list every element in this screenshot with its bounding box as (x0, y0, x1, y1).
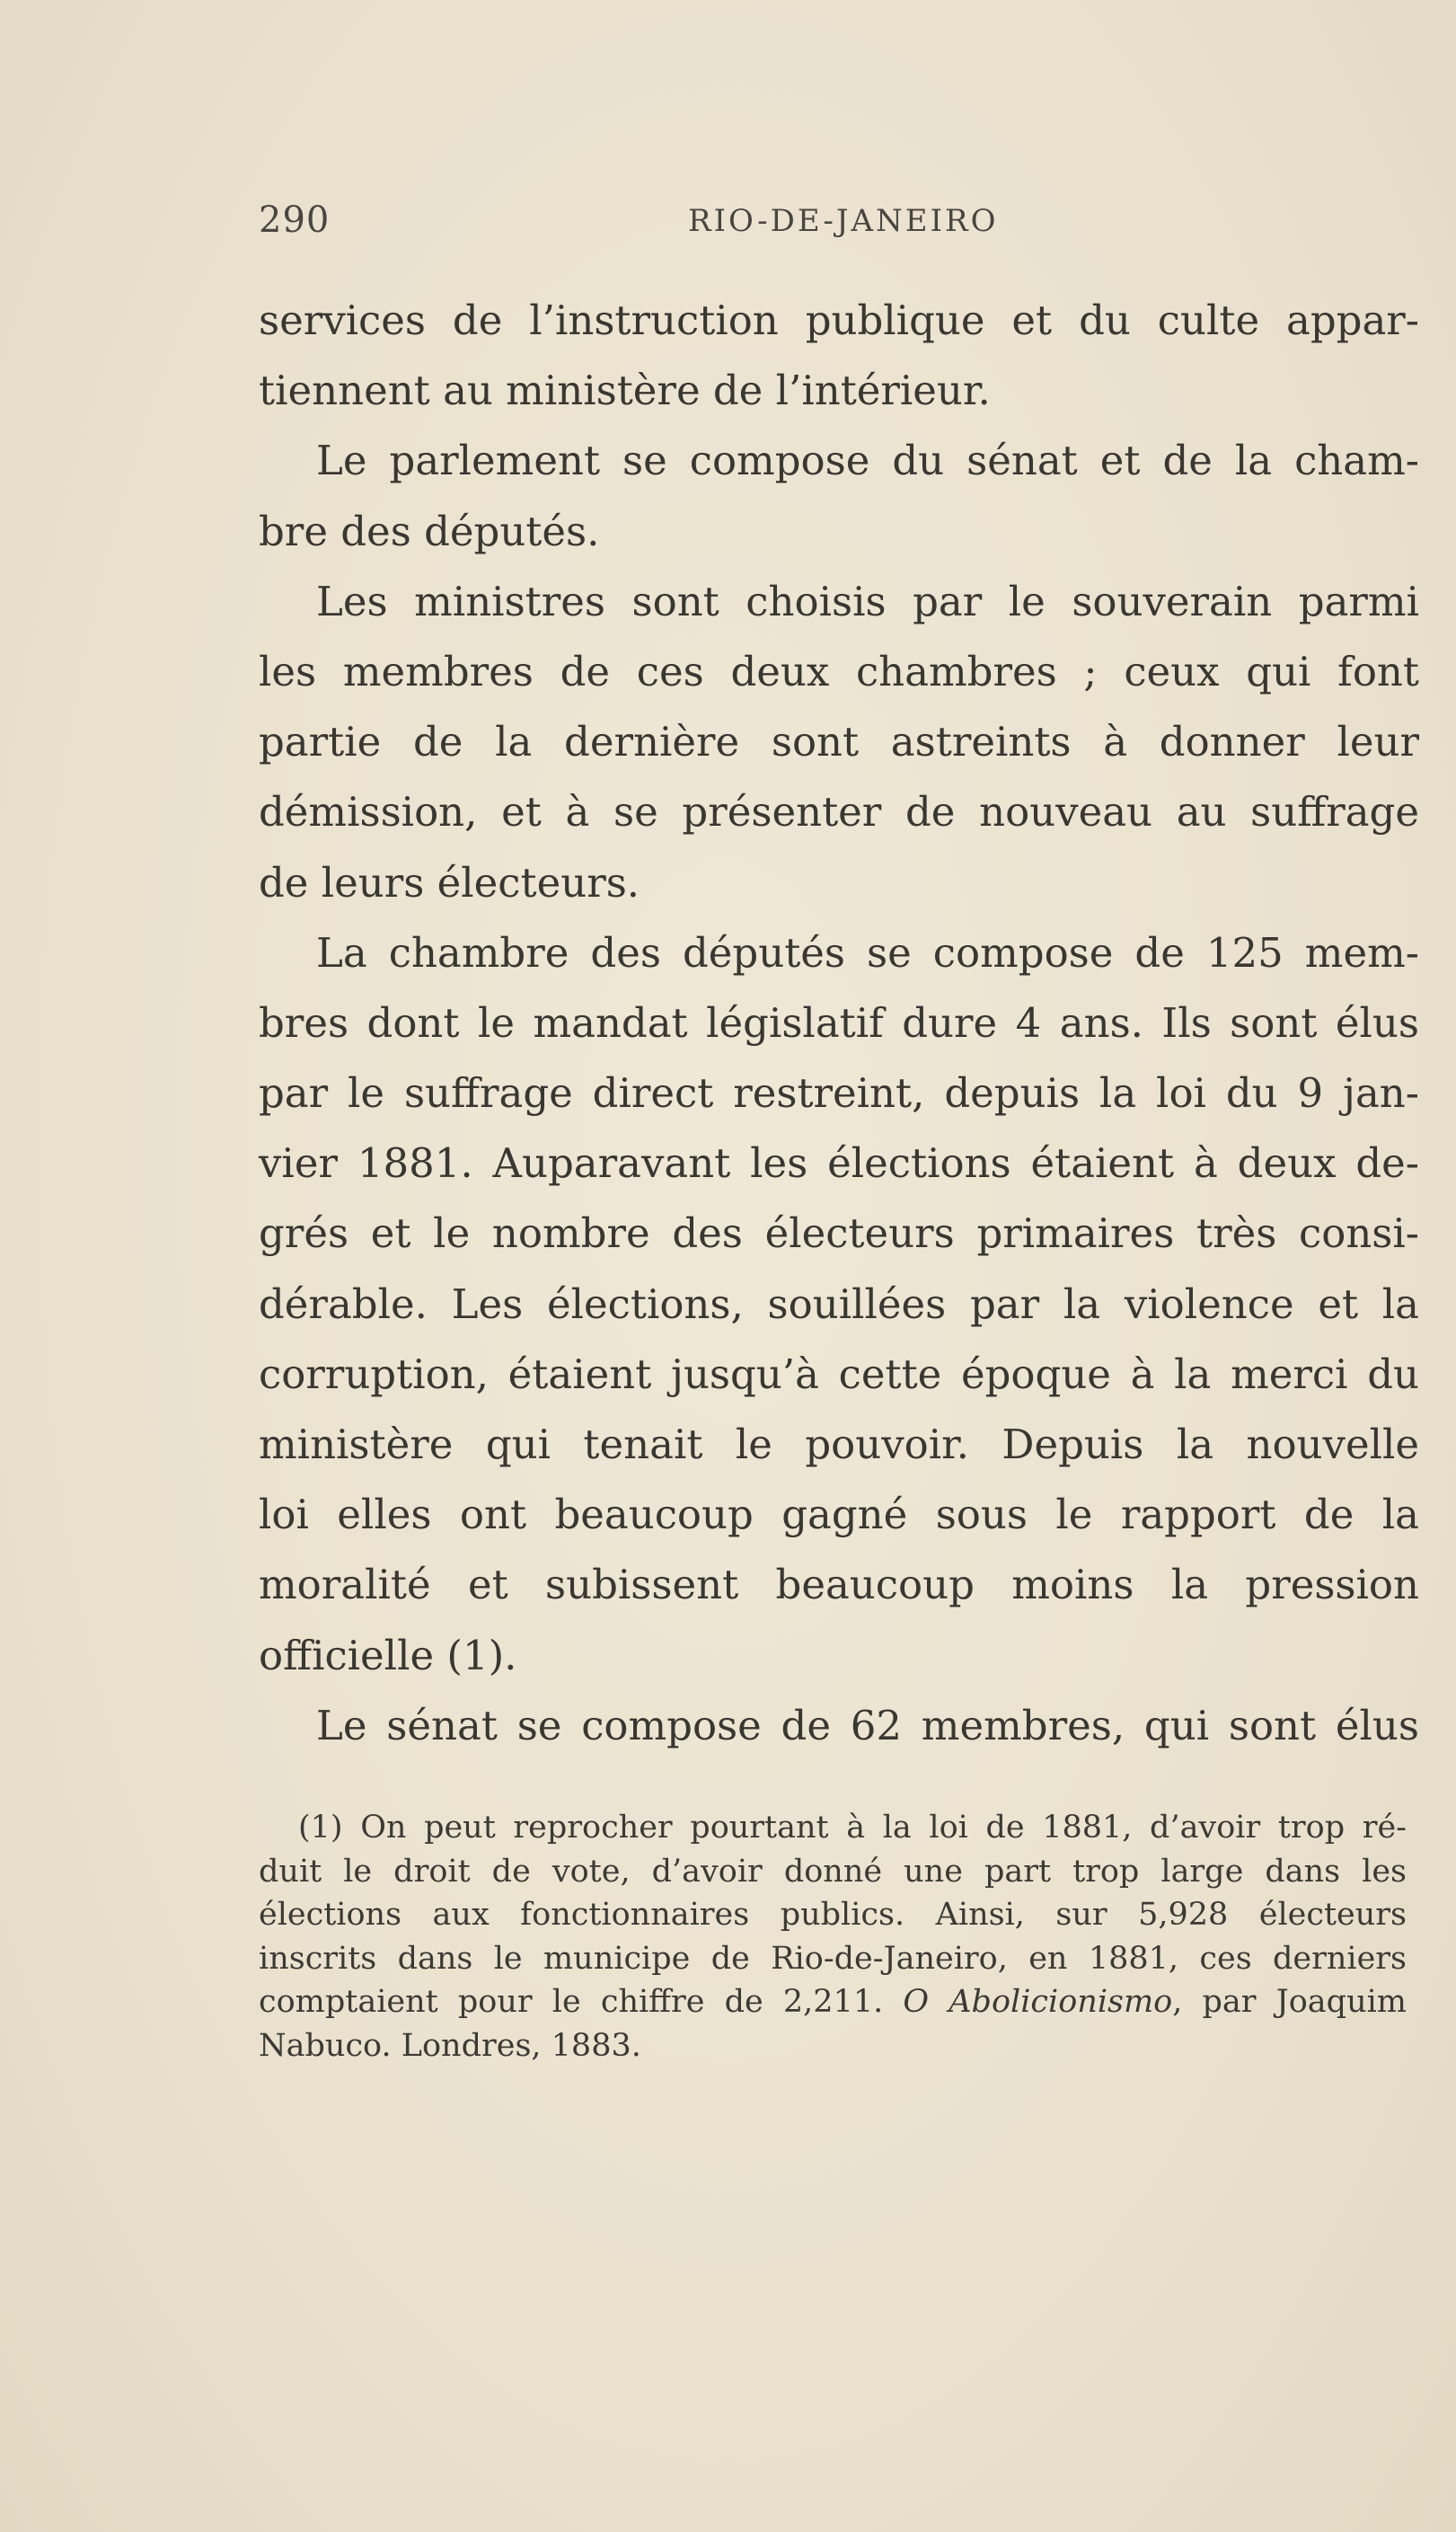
text-line: bres dont le mandat législatif dure 4 ans. Ils sont élus (259, 998, 1419, 1047)
footnote-citation-title: O Abolicionismo (903, 1984, 1173, 2021)
text-line: tiennent au ministère de l’intérieur. (259, 367, 991, 415)
text-line: partie de la dernière sont astreints à donner leur (259, 718, 1419, 766)
text-line: par le suffrage direct restreint, depuis la loi du 9 jan- (259, 1069, 1419, 1118)
text-line: les membres de ces deux chambres ; ceux qui font (259, 647, 1419, 695)
page-header (259, 199, 1408, 253)
text-line: dérable. Les élections, souillées par la violence et la (259, 1279, 1419, 1328)
footnote-line: élections aux fonctionnaires publics. Ainsi, sur 5,928 électeurs (259, 1897, 1407, 1934)
text-line: officielle (1). (259, 1631, 517, 1679)
footnote (259, 1806, 1407, 2068)
text-line: vier 1881. Auparavant les élections étaient à deux de- (259, 1139, 1419, 1188)
page-number: 290 (259, 199, 331, 241)
text-line: Les ministres sont choisis par le souverain parmi (316, 577, 1419, 625)
text-line: La chambre des députés se compose de 125 mem- (316, 928, 1419, 977)
text-line: moralité et subissent beaucoup moins la pression (259, 1561, 1419, 1609)
text-line: corruption, étaient jusqu’à cette époque à la merci du (259, 1350, 1419, 1398)
text-line: démission, et à se présenter de nouveau au suffrage (259, 788, 1419, 837)
footnote-line: inscrits dans le municipe de Rio-de-Janeiro, en 1881, ces derniers (259, 1940, 1407, 1977)
text-line: de leurs électeurs. (259, 858, 640, 907)
text-line: services de l’instruction publique et du culte appar- (259, 297, 1419, 344)
text-line: ministère qui tenait le pouvoir. Depuis la nouvelle (259, 1421, 1419, 1468)
footnote-line: Nabuco. Londres, 1883. (259, 2027, 641, 2064)
footnote-line: duit le droit de vote, d’avoir donné une part trop large dans les (259, 1853, 1407, 1890)
footnote-text: comptaient pour le chiffre de 2,211. (259, 1984, 884, 2021)
running-head: RIO-DE-JANEIRO (688, 203, 999, 239)
text-line: loi elles ont beaucoup gagné sous le rapport de la (259, 1491, 1419, 1539)
footnote-line (259, 1980, 1407, 2024)
body-text (259, 286, 1419, 1761)
footnote-line: (1) On peut reprocher pourtant à la loi de 1881, d’avoir trop ré- (298, 1810, 1407, 1846)
text-line: Le parlement se compose du sénat et de la cham- (316, 437, 1419, 485)
text-line: grés et le nombre des électeurs primaires très consi- (259, 1209, 1419, 1258)
text-line: bre des députés. (259, 507, 600, 555)
text-line: Le sénat se compose de 62 membres, qui sont élus (316, 1701, 1419, 1749)
footnote-citation-author: , par Joaquim (1172, 1984, 1407, 2021)
